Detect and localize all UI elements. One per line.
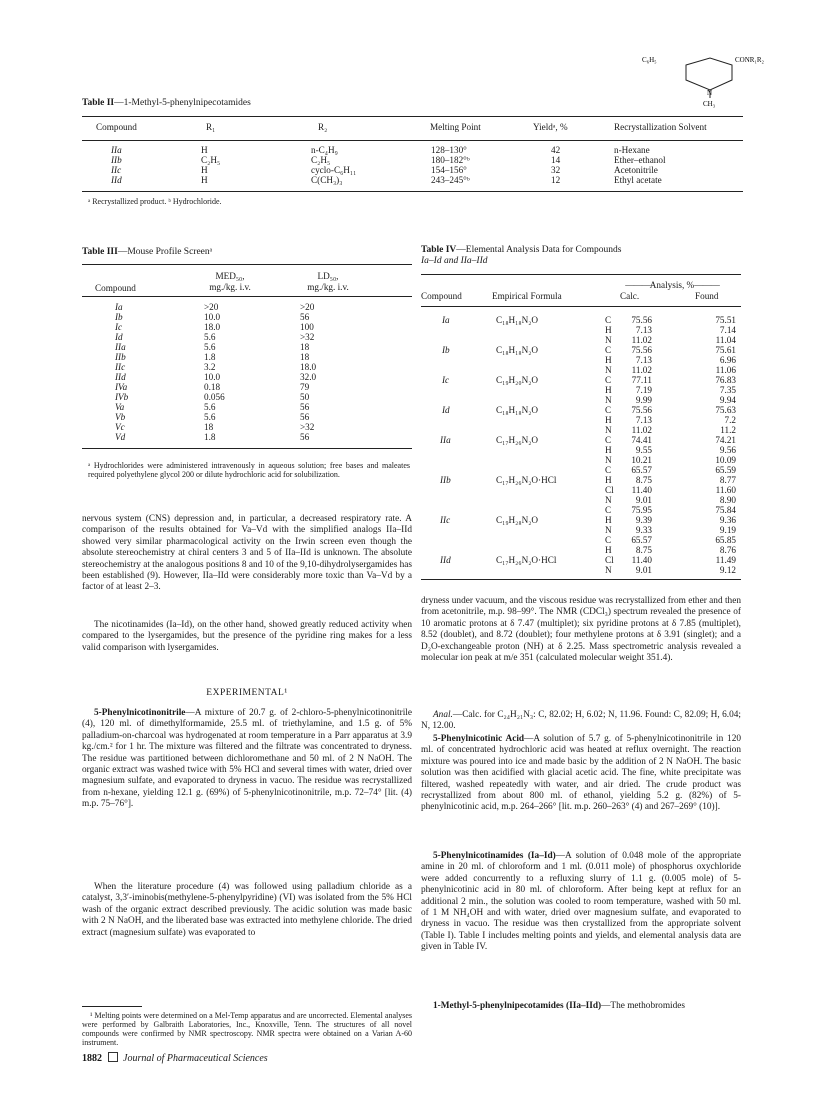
table4-found: 8.76 [719, 545, 736, 555]
table4-calc: 11.02 [631, 335, 652, 345]
table4-element: C [605, 375, 612, 385]
table4-header-analysis-label: Analysis, % [649, 280, 695, 290]
table4-element: H [605, 445, 612, 455]
box-icon [108, 1052, 118, 1062]
table3-cell: 56 [300, 402, 310, 412]
table4-calc: 75.56 [631, 405, 652, 415]
table4-found: 7.2 [724, 415, 736, 425]
table3-cell: Ic [115, 322, 123, 332]
table4-calc: 65.57 [631, 535, 652, 545]
table2-cell: H [201, 175, 208, 185]
table2-cell: IIc [111, 165, 122, 175]
table3-cell: 5.6 [204, 332, 216, 342]
table2-cell: C₂H₅ [201, 155, 221, 165]
table4-element: Cl [605, 555, 614, 565]
table4-calc: 11.40 [631, 485, 652, 495]
table4-calc: 7.13 [635, 415, 652, 425]
table2-cell: 243–245°ᵇ [431, 175, 470, 185]
table4-found: 76.83 [715, 375, 736, 385]
table2-cell: n-Hexane [614, 145, 650, 155]
table4-rule-mid [421, 306, 741, 307]
table3-cell: IId [115, 372, 126, 382]
table2-cell: Ethyl acetate [614, 175, 662, 185]
table3-cell: IVa [115, 382, 128, 392]
structure-nitrogen-label: N [707, 89, 713, 97]
table2-cell: 14 [551, 155, 561, 165]
ring-bond [686, 58, 732, 90]
table3-cell: 100 [300, 322, 314, 332]
piperidine-structure [640, 48, 790, 108]
table4-element: H [605, 515, 612, 525]
table4-found: 75.63 [715, 405, 736, 415]
paragraph-text: —A solution of 5.7 g. of 5-phenylnicotinonitrile in 120 ml. of concentrated hydrochloric acid was heated at reflux overnight. The reaction mixture was poured into ice and made basic by the addition of 2 N NaOH. The basic solution was then acidified with glacial acetic acid. The fine, white precipitate was filtered, washed repeatedly with water, and air dried. The crude product was recrystallized from about 800 ml. of ethanol, yielding 5.2 g. (82%) of 5-phenylnicotinic acid, m.p. 264–266° [lit. m.p. 260–263° (4) and 267–269° (10)]. [421, 734, 742, 813]
table2-cell: C(CH₃)₃ [311, 175, 343, 185]
structure-amide-label: CONR₁R₂ [735, 56, 764, 64]
table4-compound: Ib [442, 345, 450, 355]
table2-col-r2 [311, 145, 356, 185]
table3-header-med-unit: mg./kg. i.v. [209, 282, 251, 292]
table4-calc: 9.55 [635, 445, 652, 455]
table2-col-yield [551, 145, 560, 185]
table4-found: 74.21 [715, 435, 736, 445]
table3-col-ld [300, 302, 316, 442]
table4-found: 7.14 [719, 325, 736, 335]
table4-formula: C₁₉H₂₀N₂O [496, 375, 539, 385]
table2-cell: H [201, 165, 208, 175]
table3-cell: 10.0 [204, 372, 221, 382]
table2-cell: n-C₄H₉ [311, 145, 338, 155]
table4-element: C [605, 435, 612, 445]
table3-cell: IIa [115, 342, 126, 352]
table4-element: C [605, 535, 612, 545]
table2-cell: C₂H₅ [311, 155, 331, 165]
table2-col-mp [431, 145, 470, 185]
table4-analysis-dash: ——— [625, 280, 650, 290]
table4-found: 11.2 [720, 425, 736, 435]
table3-cell: Vb [115, 412, 126, 422]
table4-header-found: Found [695, 291, 719, 301]
table3-cell: >32 [300, 332, 315, 342]
table2-cell: cyclo-C₆H₁₁ [311, 165, 357, 175]
table2-header-mp: Melting Point [430, 122, 481, 132]
table4-compound: Id [442, 405, 450, 415]
table4-calc: 74.41 [631, 435, 652, 445]
table4-element: H [605, 355, 612, 365]
table3-cell: 18.0 [300, 362, 317, 372]
table2-header-compound: Compound [96, 122, 137, 132]
table3-cell: 50 [300, 392, 310, 402]
table4-formula: C₁₇H₂₆N₂O·HCl [496, 555, 557, 565]
paragraph-text: —The methobromides [601, 1001, 686, 1011]
table4-found: 10.09 [715, 455, 736, 465]
table3-cell: >32 [300, 422, 315, 432]
table2-cell: H [201, 145, 208, 155]
paragraph-text: —A solution of 0.048 mole of the appropriate amine in 20 ml. of chloroform and 1 ml. (0.011 mole) of phosphorus oxychloride were added concurrently to a refluxing slurry of 1.1 g. (0.005 mole) of 5-phenylnicotinic acid in 80 ml. of chloroform. After being kept at reflux for an additional 2 min., the solution was cooled to room temperature, washed with 50 ml. of 1 M NH₄OH and with water, dried over magnesium sulfate, and evaporated to dryness in vacuo. The residue was then crystallized from the appropriate solvent (Table I). Table I includes melting points and yields, and elemental analysis data are given in Table IV. [421, 851, 741, 953]
table3-cell: 5.6 [204, 342, 216, 352]
table4-calc: 8.75 [635, 545, 652, 555]
table3-rule-bottom [82, 448, 412, 449]
table2-col-solvent [614, 145, 666, 185]
table4-found: 11.06 [715, 365, 736, 375]
table3-cell: 56 [300, 412, 310, 422]
table3-cell: 0.18 [204, 382, 221, 392]
table3-cell: 10.0 [204, 312, 221, 322]
table4-calc: 11.40 [631, 555, 652, 565]
table4-found: 7.35 [719, 385, 736, 395]
table3-col-compound [115, 302, 128, 442]
page-footer [82, 1052, 268, 1064]
table4-col-calc [612, 315, 652, 575]
table2-cell: 32 [551, 165, 561, 175]
table2-col-r1 [201, 145, 220, 185]
table4-calc: 11.02 [631, 365, 652, 375]
table2-rule-top [82, 116, 743, 117]
table3-title-text: —Mouse Profile Screenᵃ [117, 247, 213, 257]
table3-cell: 79 [300, 382, 310, 392]
table2-cell: 42 [551, 145, 561, 155]
table2-cell: Ether–ethanol [614, 155, 666, 165]
journal-name: Journal of Pharmaceutical Sciences [123, 1053, 268, 1064]
table3-footnote: ᵃ Hydrochlorides were administered intravenously in aqueous solution; free bases and maleates required polyethylene glycol 200 or dilute hydrochloric acid for solubilization. [88, 461, 410, 479]
table3-cell: IVb [115, 392, 129, 402]
structure-phenyl-label: C₆H₅ [642, 56, 657, 64]
table4-title-text: —Elemental Analysis Data for Compounds [456, 245, 622, 255]
table4-compound: IIa [440, 435, 451, 445]
table3-cell: 5.6 [204, 402, 216, 412]
table4-found: 75.51 [715, 315, 736, 325]
table3-cell: 18 [204, 422, 214, 432]
table4-element: N [605, 425, 612, 435]
table4-calc: 8.75 [635, 475, 652, 485]
table2-header-solvent: Recrystallization Solvent [614, 122, 707, 132]
table3-cell: Ia [115, 302, 123, 312]
table4-rule-bottom [421, 579, 741, 580]
table4-found: 75.61 [715, 345, 736, 355]
table4-formula: C₁₉H₂₈N₂O [496, 515, 539, 525]
section-heading: 5-Phenylnicotinamides (Ia–Id) [433, 851, 556, 861]
table2-rule-mid [82, 140, 743, 141]
table4-calc: 77.11 [631, 375, 652, 385]
table4-calc: 75.56 [631, 345, 652, 355]
table3-cell: 0.056 [204, 392, 225, 402]
section-heading: 5-Phenylnicotinonitrile [94, 708, 186, 718]
table3-cell: Va [115, 402, 125, 412]
body-paragraph: When the literature procedure (4) was followed using palladium chloride as a catalyst, 3,3′-iminobis(methylene-5-phenylpyridine) (VI) was isolated from the 5% HCl wash of the organic extract described previously. The acidic solution was made basic with 2 N NaOH, and the liberated base was extracted into methylene chloride. The dried extract (magnesium sulfate) was evaporated to [82, 882, 412, 938]
table4-found: 8.77 [719, 475, 736, 485]
table4-formula: C₁₇H₂₆N₂O·HCl [496, 475, 557, 485]
table4-header-formula: Empirical Formula [492, 291, 562, 301]
experimental-heading: EXPERIMENTAL¹ [206, 688, 288, 698]
table3-rule-mid [82, 296, 412, 297]
table4-calc: 9.01 [635, 565, 652, 575]
table3-cell: 1.8 [204, 352, 216, 362]
table3-title-label: Table III [82, 247, 118, 257]
table4-element: C [605, 315, 612, 325]
table2-cell: 12 [551, 175, 561, 185]
table4-formula: C₁₈H₁₈N₂O [496, 405, 539, 415]
table4-formula: C₁₈H₁₈N₂O [496, 345, 539, 355]
paragraph-text: —A mixture of 20.7 g. of 2-chloro-5-phenylnicotinonitrile (4), 120 ml. of dimethylformamide, 25.5 ml. of triethylamine, and 1.5 g. of 5% palladium-on-charcoal was hydrogenated at room temperature in a Parr apparatus at 3.9 kg./cm.² for 1 hr. The mixture was filtered and the filtrate was concentrated to dryness. The residue was partitioned between dichloromethane and 50 ml. of 2 N NaOH. The organic extract was washed twice with 5% HCl and several times with water, dried over magnesium sulfate, and evaporated to dryness in vacuo. The residue was recrystallized from n-hexane, yielding 12.1 g. (69%) of 5-phenylnicotinonitrile, m.p. 72–74° [lit. (4) m.p. 75–76°]. [82, 708, 412, 810]
table4-calc: 65.57 [631, 465, 652, 475]
table3-rule-top [82, 264, 412, 265]
table4-element: N [605, 335, 612, 345]
body-paragraph: The nicotinamides (Ia–Id), on the other hand, showed greatly reduced activity when compared to the lysergamides, but the presence of the pyridine ring makes for a less valid comparison with lysergamides. [82, 620, 412, 653]
table2-cell: IIb [111, 155, 122, 165]
table3-cell: Vd [115, 432, 126, 442]
section-heading: Anal. [433, 710, 453, 720]
table4-calc: 9.01 [635, 495, 652, 505]
table2-cell: IIa [111, 145, 122, 155]
body-paragraph [421, 851, 741, 954]
table4-title-label: Table IV [421, 245, 457, 255]
table4-element: H [605, 415, 612, 425]
table3-cell: 56 [300, 432, 310, 442]
table4-calc: 9.33 [635, 525, 652, 535]
table4-analysis-dash: ——— [694, 280, 719, 290]
table2-rule-bottom [82, 191, 743, 192]
table4-calc: 10.21 [631, 455, 652, 465]
body-paragraph [421, 1001, 741, 1012]
table3-cell: 3.2 [204, 362, 216, 372]
table3-header-ld: LD₅₀, [317, 271, 339, 281]
table4-found: 8.90 [719, 495, 736, 505]
body-paragraph: nervous system (CNS) depression and, in particular, a decreased respiratory rate. A comparison of the results obtained for Va–Vd with the simplified analogs IIa–IId showed very similar pharmacological activity on the Irwin screen even though the absolute stereochemistry at chiral centers 3 and 5 of IIa–IId is unknown. The absolute stereochemistry at the analogous positions 8 and 10 of the 9,10-dihydrolysergamides has been established (9). However, IIa–IId were considerably more toxic than Va–Vd by a factor of at least 2–3. [82, 514, 412, 593]
table3-cell: IIb [115, 352, 126, 362]
table4-element: Cl [605, 485, 614, 495]
table2-cell: IId [111, 175, 122, 185]
table3-title [82, 247, 212, 257]
body-paragraph [82, 708, 412, 811]
table2-header-yield: Yieldᵃ, % [533, 122, 568, 132]
table3-cell: IIc [115, 362, 126, 372]
table4-formula: C₁₇H₂₆N₂O [496, 435, 539, 445]
table4-element: N [605, 395, 612, 405]
table4-rule-top [421, 274, 741, 275]
table4-calc: 9.99 [635, 395, 652, 405]
table3-cell: 56 [300, 312, 310, 322]
table4-element: N [605, 565, 612, 575]
table4-element: N [605, 455, 612, 465]
table3-cell: Id [115, 332, 123, 342]
table4-element: C [605, 345, 612, 355]
paragraph-text: —Calc. for C₂₄H₂₁N₃: C, 82.02; H, 6.02; N, 11.96. Found: C, 82.09; H, 6.04; N, 12.00. [421, 710, 741, 732]
footnote: ¹ Melting points were determined on a Mel-Temp apparatus and are uncorrected. Elemental analyses were performed by Galbraith Laboratories, Inc., Knoxville, Tenn. The structures of all novel compounds were confirmed by NMR spectroscopy. NMR spectra were obtained on a Varian A-60 instrument. [82, 1011, 412, 1047]
table3-header-med: MED₅₀, [215, 271, 245, 281]
table4-found: 9.94 [719, 395, 736, 405]
table3-cell: Ib [115, 312, 123, 322]
table3-cell: 18 [300, 342, 310, 352]
section-heading: 5-Phenylnicotinic Acid [433, 734, 525, 744]
table3-cell: Vc [115, 422, 125, 432]
table3-header-compound: Compound [95, 283, 136, 293]
table4-element: C [605, 405, 612, 415]
section-heading: 1-Methyl-5-phenylnipecotamides (IIa–IId) [433, 1001, 602, 1011]
table4-calc: 75.56 [631, 315, 652, 325]
table4-found: 9.56 [719, 445, 736, 455]
table2-footnote: ᵃ Recrystallized product. ᵇ Hydrochloride. [88, 197, 222, 206]
table2-cell: 128–130° [431, 145, 467, 155]
table4-element: C [605, 505, 612, 515]
table4-found: 11.60 [715, 485, 736, 495]
table3-cell: 32.0 [300, 372, 317, 382]
table4-found: 11.04 [715, 335, 736, 345]
body-paragraph: dryness under vacuum, and the viscous residue was recrystallized from ether and then from acetonitrile, m.p. 98–99°. The NMR (CDCl₃) spectrum revealed the presence of 10 aromatic protons at δ 7.47 (multiplet); six pyridine protons at δ 7.85 (multiplet), 8.52 (doublet), and 8.72 (doublet); four methylene protons at δ 3.91 (singlet); and a D₂O-exchangeable proton (NH) at δ 2.25. Mass spectrometric analysis revealed a molecular ion peak at m/e 351 (calculated molecular weight 351.4). [421, 596, 741, 664]
table4-calc: 7.13 [635, 325, 652, 335]
table2-cell: 180–182°ᵇ [431, 155, 470, 165]
table4-found: 6.96 [719, 355, 736, 365]
table4-header-analysis [606, 280, 738, 290]
page-number: 1882 [82, 1053, 102, 1064]
table2-header-r2: R₂ [318, 122, 328, 132]
footnote-rule [82, 1006, 142, 1007]
table4-found: 9.36 [719, 515, 736, 525]
table4-formula: C₁₈H₁₈N₂O [496, 315, 539, 325]
table4-element: H [605, 325, 612, 335]
table4-calc: 75.95 [631, 505, 652, 515]
table4-title-line2: Ia–Id and IIa–IId [421, 256, 488, 266]
table2-header-r1: R₁ [206, 122, 216, 132]
table4-calc: 7.19 [635, 385, 652, 395]
table4-element: H [605, 475, 612, 485]
table4-header-calc: Calc. [620, 291, 640, 301]
table4-found: 65.59 [715, 465, 736, 475]
table3-cell: >20 [204, 302, 219, 312]
table4-found: 9.12 [719, 565, 736, 575]
table4-compound: Ic [442, 375, 450, 385]
table4-calc: 11.02 [631, 425, 652, 435]
table4-element: N [605, 525, 612, 535]
table4-col-found [692, 315, 736, 575]
table2-cell: 154–156° [431, 165, 467, 175]
body-paragraph [421, 734, 741, 814]
table4-element: C [605, 465, 612, 475]
table4-compound: IIb [440, 475, 451, 485]
table2-cell: Acetonitrile [614, 165, 658, 175]
table3-cell: 18 [300, 352, 310, 362]
table4-element: N [605, 365, 612, 375]
table4-calc: 9.39 [635, 515, 652, 525]
table4-found: 65.85 [715, 535, 736, 545]
table4-found: 9.19 [719, 525, 736, 535]
table4-calc: 7.13 [635, 355, 652, 365]
structure-methyl-label: CH₃ [703, 100, 716, 108]
table4-title [421, 245, 621, 255]
table3-col-med [204, 302, 225, 442]
table2-col-compound [111, 145, 122, 185]
table2-title-label: Table II [82, 98, 115, 108]
table4-element: H [605, 545, 612, 555]
table2-title [82, 98, 251, 108]
body-paragraph [421, 710, 741, 733]
table3-header-ld-unit: mg./kg. i.v. [307, 282, 349, 292]
table4-header-compound: Compound [421, 291, 462, 301]
table3-cell: 18.0 [204, 322, 221, 332]
table4-compound: Ia [442, 315, 450, 325]
table4-element: N [605, 495, 612, 505]
table3-cell: >20 [300, 302, 315, 312]
table3-cell: 5.6 [204, 412, 216, 422]
table4-element: H [605, 385, 612, 395]
table4-found: 75.84 [715, 505, 736, 515]
table3-cell: 1.8 [204, 432, 216, 442]
table2-title-text: —1-Methyl-5-phenylnipecotamides [114, 98, 251, 108]
table4-compound: IId [440, 555, 451, 565]
table4-compound: IIc [440, 515, 451, 525]
table4-found: 11.49 [715, 555, 736, 565]
